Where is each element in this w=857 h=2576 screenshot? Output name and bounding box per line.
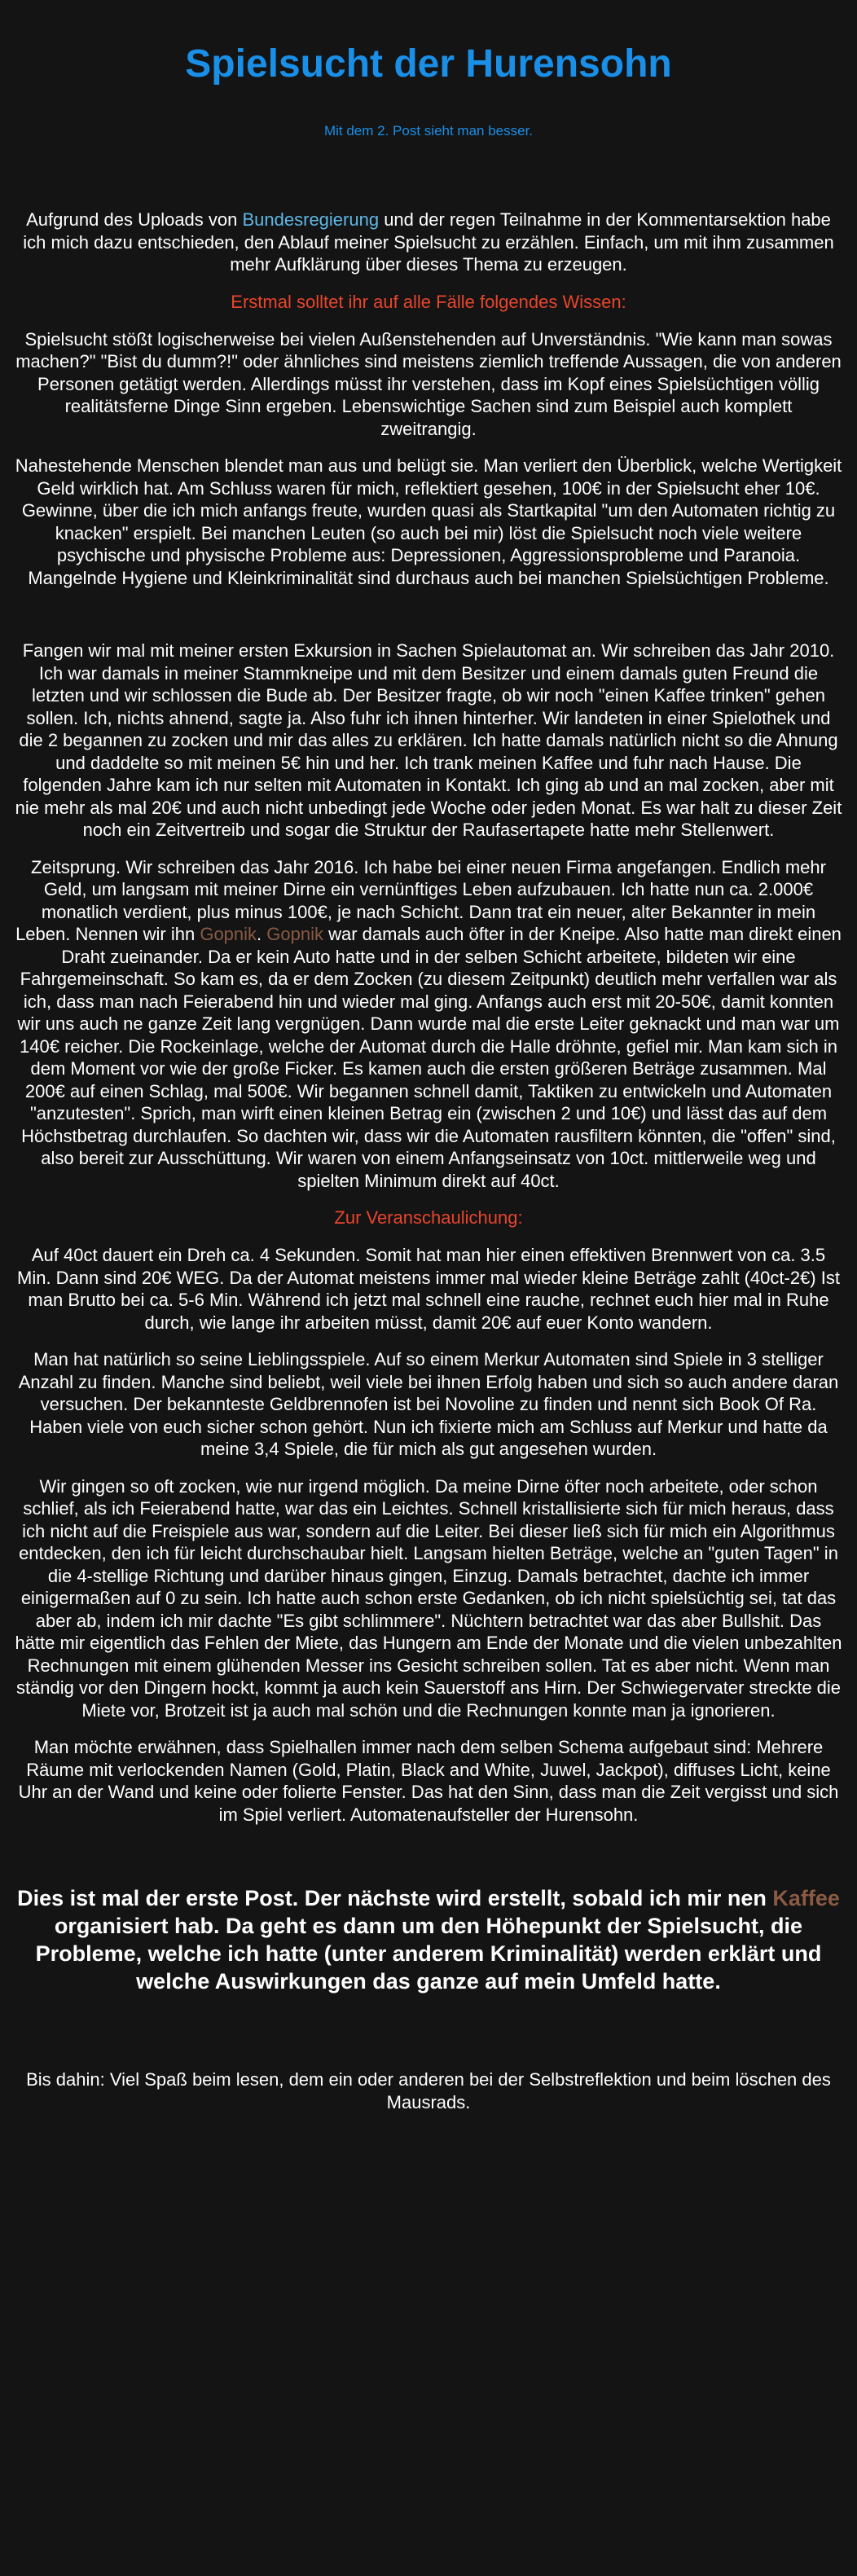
- page-title: Spielsucht der Hurensohn: [185, 42, 672, 86]
- paragraph-zocken: Wir gingen so oft zocken, wie nur irgend möglich. Da meine Dirne öfter noch arbeitete, oder schon schlief, als ich Feierabend hatte, war das ein Leichtes. Schnell kristallisierte sich für mich heraus, dass ich nicht auf die Freispiele aus war, sondern auf die Leiter. Bei dieser ließ sich für mich ein Algorithmus entdecken, den ich für leicht durchschaubar hielt. Langsam hielten Beträge, welche an "guten Tagen" in die 4-stellige Richtung und darüber hinaus gingen, Einzug. Damals betrachtet, dachte ich immer einigermaßen auf 0 zu sein. Ich hatte auch schon erste Gedanken, ob ich nicht spielsüchtig sei, tat das aber ab, indem ich mir dachte "Es gibt schlimmere". Nüchtern betrachtet war das aber Bullshit. Das hätte mir eigentlich das Fehlen der Miete, das Hungern am Ende der Monate und die vielen unbezahlten Rechnungen mit einem glühenden Messer ins Gesicht schreiben sollen. Tat es aber nicht. Wenn man ständig vor den Dingern hockt, kommt ja auch kein Sauerstoff ans Hirn. Der Schwiegervater streckte die Miete vor, Brotzeit ist ja auch mal schön und die Rechnungen konnte man ja ignorieren.: [15, 1475, 842, 1721]
- gopnik-link-2[interactable]: Gopnik: [266, 924, 323, 944]
- intro-paragraph: [15, 209, 842, 276]
- final-announcement: [15, 1884, 842, 1995]
- paragraph-spielhallen: Man möchte erwähnen, dass Spielhallen immer nach dem selben Schema aufgebaut sind: Mehrere Räume mit verlockenden Namen (Gold, Platin, Black and White, Juwel, Jackpot), diffuses Licht, keine Uhr an der Wand und keine oder folierte Fenster. Das hat den Sinn, dass man die Zeit vergisst und sich im Spiel verliert. Automatenaufsteller der Hurensohn.: [18, 1737, 839, 1825]
- heading-wissen: Erstmal solltet ihr auf alle Fälle folgendes Wissen:: [231, 291, 626, 312]
- final-text-2: organisiert hab. Da geht es dann um den Höhepunkt der Spielsucht, die Probleme, welche ich hatte (unter anderem Kriminalität) werden erklärt und welche Auswirkungen das ganze auf mein Umfeld hatte.: [35, 1914, 822, 1994]
- paragraph-brennwert: Auf 40ct dauert ein Dreh ca. 4 Sekunden. Somit hat man hier einen effektiven Brennwert von ca. 3.5 Min. Dann sind 20€ WEG. Da der Automat meistens immer mal wieder kleine Beträge zahlt (40ct-2€) Ist man Brutto bei ca. 5-6 Min. Während ich jetzt mal schnell eine rauche, rechnet euch hier mal in Ruhe durch, wie lange ihr arbeiten müsst, damit 20€ auf euer Konto wandern.: [17, 1245, 840, 1333]
- final-text-1: Dies ist mal der erste Post. Der nächste wird erstellt, sobald ich mir nen: [17, 1886, 773, 1910]
- gopnik-link-1[interactable]: Gopnik: [200, 924, 257, 944]
- intro-text-2: und der regen Teilnahme in der Kommentarsektion habe ich mich dazu entschieden, den Ablauf meiner Spielsucht zu erzählen. Einfach, um mit ihm zusammen mehr Aufklärung über dieses Thema zu erzeugen.: [23, 209, 834, 275]
- kaffee-link[interactable]: Kaffee: [772, 1886, 840, 1910]
- closing-paragraph: Bis dahin: Viel Spaß beim lesen, dem ein oder anderen bei der Selbstreflektion und beim löschen des Mausrads.: [26, 2069, 831, 2112]
- zeitsprung-text-a: Zeitsprung. Wir schreiben das Jahr 2016. Ich habe bei einer neuen Firma angefangen. Endlich mehr Geld, um langsam mit meiner Dirne ein vernünftiges Leben aufzubauen. Ich hatte nun ca. 2.000€ monatlich verdient, plus minus 100€, je nach Schicht. Dann trat ein neuer, alter Bekannter in mein Leben. Nennen wir ihn: [15, 856, 826, 944]
- bundesregierung-link[interactable]: Bundesregierung: [242, 209, 380, 230]
- zeitsprung-text-c: war damals auch öfter in der Kneipe. Also hatte man direkt einen Draht zueinander. Da er kein Auto hatte und in der selben Schicht arbeitete, bildeten wir eine Fahrgemeinschaft. So kam es, da er dem Zocken (zu diesem Zeitpunkt) deutlich mehr verfallen war als ich, dass man nach Feierabend hin und wieder mal ging. Anfangs auch erst mit 20-50€, damit konnten wir uns auch ne ganze Zeit lang vergnügen. Dann wurde mal die erste Leiter geknackt und man war um 140€ reicher. Die Rockeinlage, welche der Automat durch die Halle dröhnte, gefiel mir. Man kam sich in dem Moment vor wie der große Ficker. Es kamen auch die ersten größeren Beträge zusammen. Mal 200€ auf einen Schlag, mal 500€. Wir begannen schnell damit, Taktiken zu entwickeln und Automaten "anzutesten". Sprich, man wirft einen kleinen Betrag ein (zwischen 2 und 10€) und lässt das auf dem Höchstbetrag durchlaufen. So dachten wir, dass wir die Automaten rausfiltern könnten, die "offen" sind, also bereit zur Ausschüttung. Wir waren von einem Anfangseinsatz von 10ct. mittlerweile weg und spielten Minimum direkt auf 40ct.: [17, 924, 842, 1191]
- page-subtitle: Mit dem 2. Post sieht man besser.: [323, 123, 534, 138]
- paragraph-erste-exkursion: Fangen wir mal mit meiner ersten Exkursion in Sachen Spielautomat an. Wir schreiben das Jahr 2010. Ich war damals in meiner Stammkneipe und mit dem Besitzer und einem damals guten Freund die letzten und wir schlossen die Bude ab. Der Besitzer fragte, ob wir noch "einen Kaffee trinken" gehen sollen. Ich, nichts ahnend, sagte ja. Also fuhr ich ihnen hinterher. Wir landeten in einer Spielothek und die 2 begannen zu zocken und mir das alles zu erklären. Ich hatte damals natürlich nicht so die Ahnung und daddelte so mit meinen 5€ hin und her. Ich trank meinen Kaffee und fuhr nach Hause. Die folgenden Jahre kam ich nur selten mit Automaten in Kontakt. Ich ging ab und an mal zocken, aber mit nie mehr als mal 20€ und auch nicht unbedingt jede Woche oder jeden Monat. Es war halt zu dieser Zeit noch ein Zeitvertreib und sogar die Struktur der Raufasertapete hatte mehr Stellenwert.: [15, 640, 842, 840]
- paragraph-lieblingsspiele: Man hat natürlich so seine Lieblingsspiele. Auf so einem Merkur Automaten sind Spiele in 3 stelliger Anzahl zu finden. Manche sind beliebt, weil viele bei ihnen Erfolg haben und sich so auch andere daran versuchen. Der bekannteste Geldbrennofen ist bei Novoline zu finden und nennt sich Book Of Ra. Haben viele von euch sicher schon gehört. Nun ich fixierte mich am Schluss auf Merkur und hatte da meine 3,4 Spiele, die für mich als gut angesehen wurden.: [18, 1349, 839, 1459]
- paragraph-unverstaendnis: Spielsucht stößt logischerweise bei vielen Außenstehenden auf Unverständnis. "Wie kann man sowas machen?" "Bist du dumm?!" oder ähnliches sind meistens ziemlich treffende Aussagen, die von anderen Personen getätigt werden. Allerdings müsst ihr verstehen, dass im Kopf eines Spielsüchtigen völlig realitätsferne Dinge Sinn ergeben. Lebenswichtige Sachen sind zum Beispiel auch komplett zweitrangig.: [15, 328, 842, 439]
- paragraph-ueberblick: Nahestehende Menschen blendet man aus und belügt sie. Man verliert den Überblick, welche Wertigkeit Geld wirklich hat. Am Schluss waren für mich, reflektiert gesehen, 100€ in der Spielsucht eher 10€. Gewinne, über die ich mich anfangs freute, wurden quasi als Startkapital "um den Automaten richtig zu knacken" erspielt. Bei manchen Leuten (so auch bei mir) löst die Spielsucht noch viele weitere psychische und physische Probleme aus: Depressionen, Aggressionsprobleme und Paranoia. Mangelnde Hygiene und Kleinkriminalität sind durchaus auch bei manchen Spielsüchtigen Probleme.: [15, 455, 842, 588]
- intro-text-1: Aufgrund des Uploads von: [26, 209, 243, 230]
- heading-veranschaulichung: Zur Veranschaulichung:: [334, 1207, 523, 1228]
- zeitsprung-text-b: .: [257, 924, 267, 944]
- paragraph-zeitsprung: [15, 856, 842, 1193]
